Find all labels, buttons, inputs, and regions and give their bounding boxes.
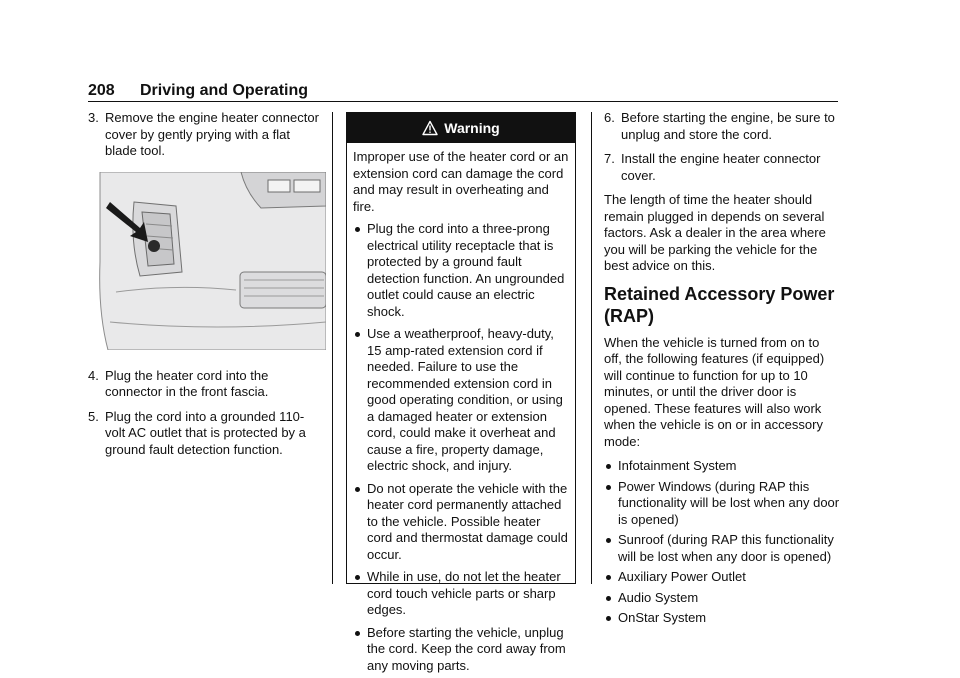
list-item-text: Auxiliary Power Outlet <box>618 569 746 584</box>
list-item-text: OnStar System <box>618 610 707 625</box>
step-number: 5. <box>88 408 99 424</box>
step-text: Remove the engine heater connector cover by gently prying with a flat blade tool. <box>105 110 319 158</box>
step-number: 6. <box>604 110 615 125</box>
middle-column <box>346 112 578 673</box>
bullet-icon <box>606 464 611 469</box>
step-number: 4. <box>88 367 99 383</box>
list-item-text: Infotainment System <box>618 458 737 473</box>
step-6 <box>604 110 840 143</box>
bullet-icon <box>606 485 611 490</box>
step-text: Install the engine heater connector cover. <box>621 151 821 183</box>
list-item-text: Power Windows (during RAP this functionality will be lost when any door is opened) <box>618 478 840 527</box>
bullet-icon <box>606 538 611 543</box>
warning-bullet-text: While in use, do not let the heater cord touch vehicle parts or sharp edges. <box>367 569 561 617</box>
warning-bullet-text: Plug the cord into a three-prong electrical utility receptacle that is protected by a ground fault detection function. An ungrounded outlet could cause an electric shock. <box>367 221 565 319</box>
bullet-icon <box>355 487 360 492</box>
warning-bullet <box>353 221 569 320</box>
rap-feature-list <box>604 458 840 627</box>
step-4 <box>88 368 320 401</box>
list-item-text: Audio System <box>618 589 699 605</box>
warning-intro: Improper use of the heater cord or an extension cord can damage the cord and may result in overheating and fire. <box>353 149 569 214</box>
bullet-icon <box>355 227 360 232</box>
rap-heading: Retained Accessory Power (RAP) <box>604 283 835 326</box>
heater-duration-paragraph: The length of time the heater should remain plugged in depends on several factors. Ask a dealer in the area where you will be parking the vehicle for the best advice on this. <box>604 192 826 273</box>
page-header <box>88 82 838 102</box>
list-item <box>604 532 840 565</box>
warning-bullet <box>353 569 569 619</box>
warning-body <box>347 143 575 674</box>
warning-bullet-text: Use a weatherproof, heavy-duty, 15 amp-rated extension cord if needed. Failure to use the recommended extension cord in good operating condition, or using a damaged heater or extension cord, could make it overheat and cause a fire, property damage, electric shock, and injury. <box>367 326 563 473</box>
warning-bullet <box>353 481 569 564</box>
list-item <box>604 569 840 586</box>
bullet-icon <box>355 575 360 580</box>
page-number: 208 <box>88 82 115 99</box>
column-divider-right <box>591 112 592 584</box>
list-item-text: Sunroof (during RAP this functionality will be lost when any door is opened) <box>618 532 834 564</box>
bullet-icon <box>355 631 360 636</box>
step-number: 7. <box>604 151 615 166</box>
engine-heater-connector-figure <box>96 172 326 350</box>
bullet-icon <box>606 616 611 621</box>
step-text: Plug the heater cord into the connector in the front fascia. <box>105 367 269 399</box>
step-number: 3. <box>88 110 99 125</box>
warning-triangle-icon <box>422 120 438 136</box>
column-divider-left <box>332 112 333 584</box>
warning-bullet <box>353 625 569 675</box>
rap-intro-paragraph: When the vehicle is turned from on to off, the following features (if equipped) will continue to function for up to 10 minutes, or until the driver door is opened. These features will also work when the vehicle is on or in accessory mode: <box>604 334 825 449</box>
warning-bullet-text: Before starting the vehicle, unplug the cord. Keep the cord away from any moving parts. <box>367 624 566 673</box>
list-item <box>604 458 840 475</box>
step-text: Plug the cord into a grounded 110-volt AC outlet that is protected by a ground fault detection function. <box>105 408 306 457</box>
list-item <box>604 610 840 627</box>
right-column <box>604 110 840 631</box>
bullet-icon <box>355 332 360 337</box>
bullet-icon <box>606 575 611 580</box>
warning-header <box>347 113 575 143</box>
step-3 <box>88 110 320 160</box>
list-item <box>604 479 840 529</box>
list-item <box>604 590 840 607</box>
bullet-icon <box>606 596 611 601</box>
header-rule <box>88 101 838 102</box>
section-title: Driving and Operating <box>140 82 309 99</box>
step-5 <box>88 409 320 459</box>
left-column <box>88 110 320 466</box>
step-text: Before starting the engine, be sure to unplug and store the cord. <box>621 110 835 142</box>
warning-bullet-text: Do not operate the vehicle with the heater cord permanently attached to the vehicle. Possible heater cord and thermostat damage could occur. <box>367 480 568 562</box>
warning-bullet <box>353 326 569 475</box>
warning-box <box>346 112 576 673</box>
warning-title: Warning <box>444 119 500 136</box>
step-7 <box>604 151 840 184</box>
